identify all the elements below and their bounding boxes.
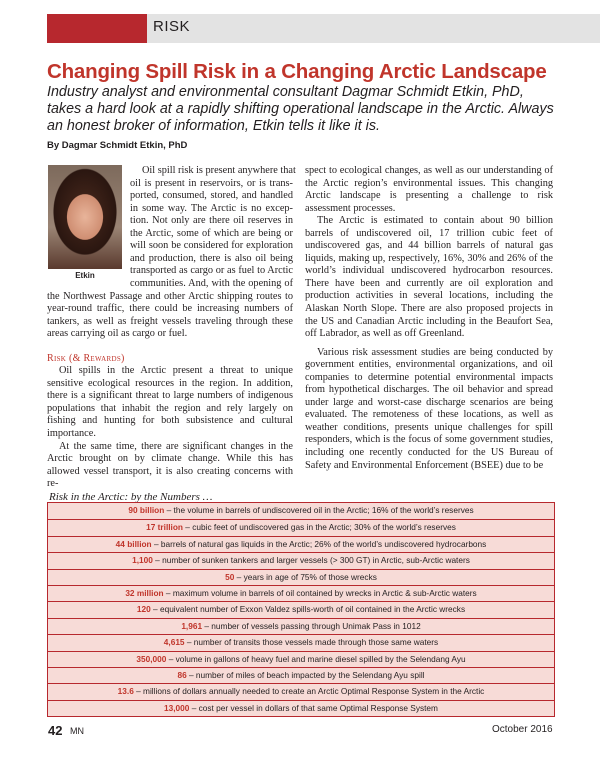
- fact-row: [48, 634, 554, 650]
- facts-title: Risk in the Arctic: by the Numbers …: [49, 491, 213, 503]
- fact-text: – maximum volume in barrels of oil contained by wrecks in Arctic & sub-Arctic waters: [163, 587, 477, 598]
- facts-table: [47, 502, 555, 717]
- issue-date: October 2016: [492, 724, 553, 735]
- text-line: will soon be considered for exploration: [130, 240, 293, 252]
- text-line: oil is present in reservoirs, or is trans-: [130, 177, 293, 189]
- paragraph: The Arctic is estimated to contain about 90 billion barrels of undiscovered oil, 17 trillion cubic feet of undiscovered gas, and 44 billion barrels of natural gas liquids, making up, respectively, 16%, 30% and 26% of the world’s individual undiscovered hydrocarbon resources. There have been and currently are oil exploration and production activities in several locations, including the Alaskan North Slope. There are also proposed projects in the US and Canadian Arctic including in the Beaufort Sea, off Labrador, as well as off Greenland.: [305, 215, 553, 340]
- fact-row: [48, 552, 554, 568]
- subhead: Risk (& Rewards): [47, 352, 125, 364]
- column-2: [305, 165, 553, 472]
- text-line: transported as cargo or as fuel to Arctic: [130, 265, 293, 277]
- fact-text: – cost per vessel in dollars of that same Optimal Response System: [189, 702, 438, 713]
- paragraph: Oil spills in the Arctic present a threat to unique sensitive ecological resources in the region. In addition, there is a significant threat to large numbers of indigenous populations that inhabit the region and rely largely on fishing and hunting for both subsistence and cultural importance.: [47, 365, 293, 439]
- paragraph: the Northwest Passage and other Arctic shipping routes to year-round traffic, there could be increasing numbers of tankers, as well as freight vessels traveling through these areas carrying oil as cargo or fuel.: [47, 290, 293, 340]
- text-line: in some way. The Arctic is no excep-: [130, 202, 293, 214]
- fact-row: [48, 569, 554, 585]
- fact-row: [48, 683, 554, 699]
- fact-text: – barrels of natural gas liquids in the Arctic; 26% of the world’s undiscovered hydrocarbons: [151, 538, 487, 549]
- fact-number: 32 million: [125, 587, 164, 598]
- fact-row: [48, 618, 554, 634]
- fact-number: 120: [136, 604, 151, 615]
- fact-number: 44 billion: [115, 538, 152, 549]
- article-deck: Industry analyst and environmental consultant Dagmar Schmidt Etkin, PhD, takes a hard look at a rapidly shifting operational landscape in the Arctic. Always an honest broker of information, Etkin tells it like it is.: [47, 84, 554, 134]
- page-number: 42: [48, 723, 63, 738]
- fact-text: – number of sunken tankers and larger vessels (> 300 GT) in Arctic, sub-Arctic waters: [152, 555, 470, 566]
- fact-number: 1,100: [132, 555, 153, 566]
- fact-number: 350,000: [136, 653, 167, 664]
- text-line: Oil spill risk is present anywhere that: [142, 165, 296, 176]
- fact-text: – the volume in barrels of undiscovered oil in the Arctic; 16% of the world’s reserves: [164, 505, 474, 515]
- fact-text: – number of miles of beach impacted by the Selendang Ayu spill: [186, 669, 425, 680]
- fact-row: [48, 700, 554, 716]
- fact-text: – volume in gallons of heavy fuel and marine diesel spilled by the Selendang Ayu: [166, 653, 466, 664]
- byline: By Dagmar Schmidt Etkin, PhD: [47, 140, 188, 151]
- fact-number: 13.6: [117, 686, 134, 697]
- fact-number: 1,961: [181, 620, 203, 631]
- fact-row: [48, 519, 554, 535]
- header-accent-block: [47, 14, 147, 43]
- fact-text: – equivalent number of Exxon Valdez spills-worth of oil contained in the Arctic wrecks: [150, 604, 466, 615]
- fact-text: – years in age of 75% of those wrecks: [234, 571, 377, 582]
- fact-number: 86: [177, 669, 187, 680]
- author-photo: [48, 165, 122, 269]
- fact-row: [48, 667, 554, 683]
- paragraph: Various risk assessment studies are being conducted by government entities, environmental organizations, and oil companies to determine potential environmental impacts from hypothetical discharges. The oil behavior and spread under large and worst-case discharge scenarios are being evaluated. The remoteness of these locations, as well as weather conditions, presents unique challenges for spill responders, which is the focus of some government studies, including one recently conducted for the US Bureau of Safety and Environmental Enforcement (BSEE) due to be: [305, 346, 553, 471]
- magazine-name: MN: [70, 726, 84, 736]
- fact-number: 13,000: [164, 702, 190, 713]
- photo-caption: Etkin: [75, 271, 95, 280]
- paragraph: At the same time, there are significant changes in the Arctic brought on by climate change. While this has allowed vessel transport, it is also creating concerns with re-: [47, 440, 293, 490]
- section-label: RISK: [153, 18, 191, 35]
- fact-text: – cubic feet of undiscovered gas in the Arctic; 30% of the world’s reserves: [183, 522, 456, 533]
- text-line: the Arctic, some of which are being or: [130, 227, 293, 239]
- fact-row: [48, 651, 554, 667]
- fact-number: 50: [225, 571, 235, 582]
- article-title: Changing Spill Risk in a Changing Arctic Landscape: [47, 60, 547, 83]
- fact-text: – number of vessels passing through Unimak Pass in 1012: [202, 620, 421, 631]
- column-1-wrap: [130, 165, 296, 290]
- fact-number: 90 billion: [128, 505, 165, 515]
- column-1-body: [47, 291, 293, 491]
- text-line: and production, there is also oil being: [130, 252, 293, 264]
- text-line: communities. And, with the opening of: [130, 277, 293, 289]
- paragraph: spect to ecological changes, as well as our understanding of the Arctic region’s environmental issues. This changing Arctic landscape is presenting a challenge to risk assessment processes.: [305, 165, 553, 214]
- fact-row: [48, 601, 554, 617]
- text-line: ported, consumed, stored, and handled: [130, 190, 293, 202]
- fact-number: 4,615: [163, 637, 185, 648]
- fact-row: [48, 536, 554, 552]
- fact-row: [48, 503, 554, 519]
- fact-row: [48, 585, 554, 601]
- fact-number: 17 trillion: [146, 522, 183, 533]
- fact-text: – number of transits those vessels made through those same waters: [184, 637, 439, 648]
- fact-text: – millions of dollars annually needed to create an Arctic Optimal Response System in the Arctic: [133, 686, 485, 697]
- text-line: tion. Not only are there oil reserves in: [130, 215, 293, 227]
